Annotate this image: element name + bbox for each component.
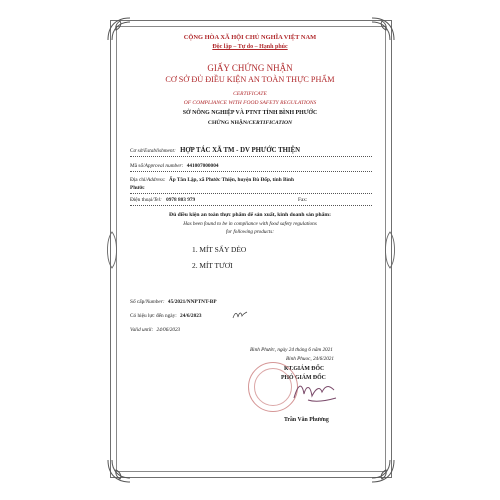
eligibility-statement-en-line2: for following products: [226,229,274,235]
address-value-line1: Ấp Tân Lập, xã Phước Thiện, huyện Bù Đốp, tỉnh Bình [168,177,294,183]
signatory-name: Trần Văn Phương [284,417,329,423]
place-date: Bình Phước, ngày 24 tháng 6 năm 2021 [250,347,333,353]
initials-mark-icon [232,310,248,320]
product-item-1: 1. MÍT SẤY DẺO [192,245,247,254]
dotted-line [130,205,372,206]
certificate-subtitle-en: OF COMPLIANCE WITH FOOD SAFETY REGULATIONS [183,100,317,106]
ornament-right-icon [382,230,398,270]
valid-until-label: Có hiệu lực đến ngày: [130,313,177,319]
approval-label-en: Approval number: [144,163,184,169]
certificate-subtitle: CƠ SỞ ĐỦ ĐIỀU KIỆN AN TOÀN THỰC PHẨM [165,75,335,84]
establishment-label-en: Establishment: [144,148,176,154]
establishment-row [130,148,300,155]
republic-heading: CỘNG HÒA XÃ HỘI CHỦ NGHĨA VIỆT NAM [183,34,317,41]
establishment-value: HỢP TÁC XÃ TM - DV PHƯỚC THIỆN [180,147,301,154]
phone-label-en: Tel: [153,197,162,203]
certification-label-en: CERTIFICATION [248,120,293,126]
ornament-corner-bottom-left-icon [106,458,132,484]
place-date-en: Binh Phuoc, 24/6/2021 [286,356,334,362]
certification-label-vi: CHỨNG NHẬN/ [207,120,249,126]
eligibility-statement-en-line1: Has been found to be in compliance with food safety regulations [183,221,317,227]
certificate-number-row [130,300,217,305]
dotted-line [130,171,372,172]
signatory-role-2: PHÓ GIÁM ĐỐC [281,375,326,381]
signature-icon [290,378,340,406]
national-motto: Độc lập – Tự do – Hạnh phúc [212,44,288,50]
fax-label: Fax: [298,197,308,203]
phone-number: 0978 803 979 [166,197,196,203]
valid-until-en-row [130,328,180,333]
establishment-label: Cơ sở/ [130,148,144,154]
approval-row [130,164,218,169]
product-item-2: 2. MÍT TƯƠI [192,261,233,270]
certificate-title: GIẤY CHỨNG NHẬN [207,63,293,73]
certificate-number-label-en: Number: [145,299,165,305]
signatory-role-1: KT.GIÁM ĐỐC [284,366,325,372]
valid-until-row [130,314,202,319]
address-label-en: Address: [146,177,166,183]
dotted-line [130,156,372,157]
phone-label: Điện thoại/ [130,197,154,203]
address-row [130,178,294,183]
valid-until-date: 24/6/2023 [180,313,202,319]
issuing-authority: SỞ NÔNG NGHIỆP VÀ PTNT TỈNH BÌNH PHƯỚC [182,110,318,116]
certificate-number: 45/2021/NNPTNT-BP [167,299,217,305]
valid-until-date-en: 24/06/2023 [156,327,181,333]
dotted-line [130,193,372,194]
ornament-left-icon [104,230,120,270]
address-value-line2: Phước [130,185,145,191]
approval-number: 441007000004 [186,163,219,169]
certificate-title-en: CERTIFICATE [233,91,267,97]
official-seal-inner [254,368,292,406]
valid-until-label-en: Valid until: [130,327,154,333]
certification-heading [0,121,500,127]
approval-label: Mã số/ [130,163,145,169]
address-label: Địa chỉ/ [130,177,147,183]
ornament-corner-bottom-right-icon [370,458,396,484]
eligibility-statement: Đủ điều kiện an toàn thực phẩm để sản xuất, kinh doanh sản phẩm: [169,212,331,218]
certificate-number-label: Số cấp/ [130,299,146,305]
phone-row [130,198,195,203]
